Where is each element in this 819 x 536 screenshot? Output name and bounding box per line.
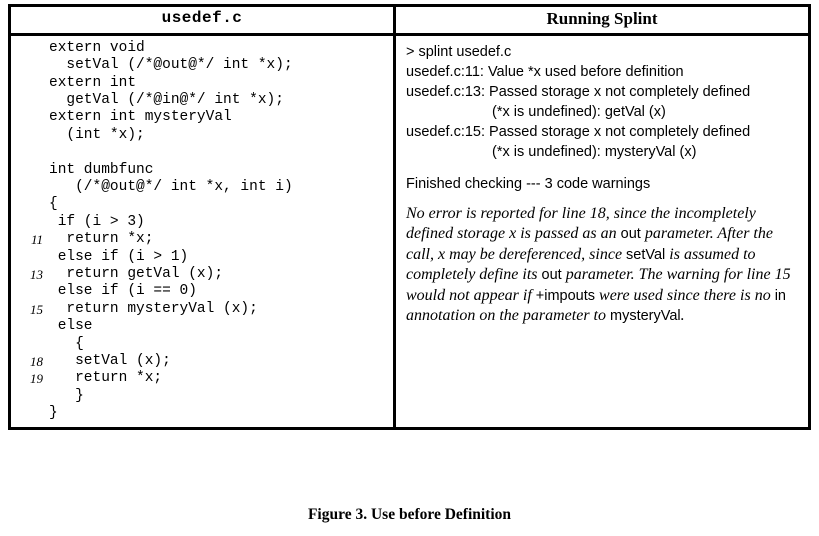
splint-output [406,42,800,194]
note-text: annotation on the parameter to [406,307,610,325]
output-line: (*x is undefined): mysteryVal (x) [492,143,697,160]
code-line-text: { [49,196,58,213]
explanatory-note [406,204,800,327]
note-identifier: mysteryVal [609,308,681,325]
code-line [17,40,389,57]
output-line: Finished checking --- 3 code warnings [406,175,651,192]
output-spacer [406,162,800,174]
code-line-text: else if (i == 0) [49,283,197,300]
figure-caption: Figure 3. Use before Definition [307,506,512,523]
code-line [17,336,389,353]
note-identifier: in [774,287,786,304]
code-listing [17,40,389,423]
code-line-text: setVal (/*@out@*/ int *x); [49,57,293,74]
note-identifier: +impouts [535,287,596,304]
note-text: parameter. After the call, x may be dereferenced, since [406,225,773,263]
code-line-text: getVal (/*@in@*/ int *x); [49,91,284,108]
note-text: were used since there is no [595,286,775,304]
code-line-number: 18 [30,354,43,369]
code-line [17,266,389,283]
code-line-text: } [49,387,84,404]
code-line [17,196,389,213]
code-line [17,249,389,266]
code-line-text: else if (i > 1) [49,248,189,265]
code-line-text: (int *x); [49,126,145,143]
column-header-tool-output: Running Splint [546,9,658,28]
note-text: . [680,307,685,325]
output-line: usedef.c:11: Value *x used before definition [406,63,684,80]
code-line [17,144,389,161]
code-line [17,75,389,92]
code-line [17,127,389,144]
note-identifier: out [541,267,562,284]
code-line-text: } [49,405,58,422]
code-line-text: else [49,318,93,335]
code-line-number: 19 [30,371,43,387]
code-line-text: if (i > 3) [49,213,145,230]
code-line-text: setVal (x); [49,353,171,369]
code-line [17,388,389,405]
code-line-number: 11 [30,232,43,248]
code-line-text: extern void [49,39,145,56]
code-line [17,179,389,196]
output-line: > splint usedef.c [406,43,512,60]
note-identifier: out [620,226,641,243]
code-line-number: 13 [30,266,43,282]
output-line: usedef.c:13: Passed storage x not completely defined [406,83,751,100]
code-line [17,57,389,74]
code-line [17,162,389,179]
code-line-text: extern int [49,74,137,91]
code-line-text: return *x; [49,370,163,387]
code-line-text: return *x; [49,231,154,248]
code-line-text [49,144,58,161]
code-line-text: return getVal (x); [49,265,224,282]
code-line-text: (/*@out@*/ int *x, int i) [49,178,293,195]
figure-table [8,4,811,430]
code-line-text: { [49,335,84,352]
code-line [17,214,389,231]
code-line [17,109,389,126]
note-text: parameter. The warning for line 15 would not appear if [406,266,791,304]
code-line [17,92,389,109]
code-line [17,301,389,318]
output-line: usedef.c:15: Passed storage x not completely defined [406,123,751,140]
note-text: is assumed to completely define its [406,245,756,284]
code-line-number: 15 [30,301,43,317]
table-body-row [11,33,808,427]
code-line [17,231,389,248]
source-code-cell [11,36,396,427]
code-line-text: extern int mysteryVal [49,109,232,126]
code-line [17,318,389,335]
code-line [17,283,389,300]
note-identifier: setVal [626,246,666,263]
table-header-row [11,7,808,33]
code-line-text: return mysteryVal (x); [49,300,258,317]
code-line-text: int dumbfunc [49,161,154,178]
column-header-source-file: usedef.c [11,7,396,33]
code-line [17,405,389,422]
tool-output-cell [396,36,808,427]
note-text: No error is reported for line 18, since the incompletely defined storage x is passed as an [406,204,756,243]
output-line: (*x is undefined): getVal (x) [492,103,666,120]
code-line [17,370,389,387]
code-line [17,353,389,370]
